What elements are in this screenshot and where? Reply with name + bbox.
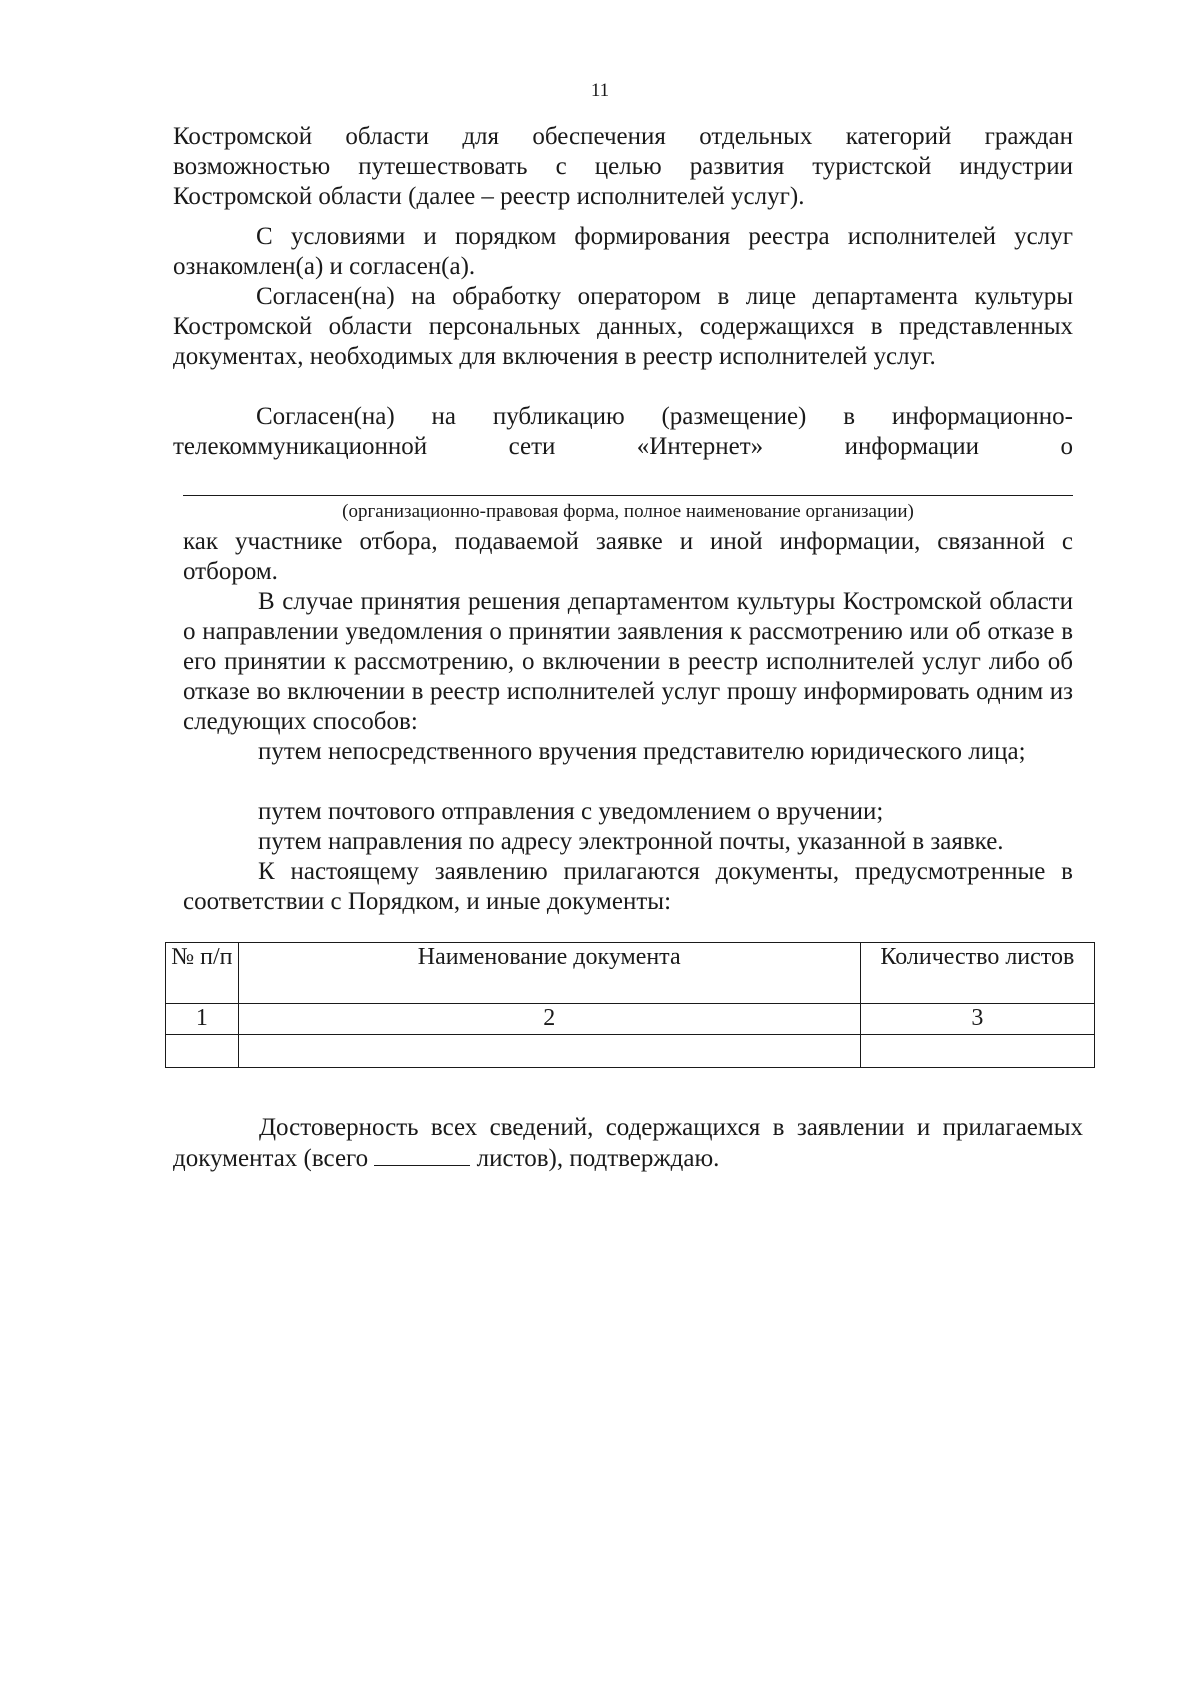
organization-name-blank[interactable] <box>183 495 1073 496</box>
table-header-row <box>166 943 1095 1004</box>
paragraph-certification <box>173 1113 1083 1174</box>
certification-text-end: листов), подтверждаю. <box>476 1145 720 1172</box>
header-number: № п/п <box>166 943 239 1004</box>
paragraph-personal-data-consent: Согласен(на) на обработку оператором в лице департамента культуры Костромской области персональных данных, содержащихся в представленных документах, необходимых для включения в реестр исполнителей услуг. <box>173 283 1073 370</box>
header-sheet-count: Количество листов <box>860 943 1094 1004</box>
paragraph-method-email: путем направления по адресу электронной почты, указанной в заявке. <box>258 828 1004 855</box>
table-row[interactable] <box>166 1035 1095 1068</box>
table-cell: 2 <box>238 1004 860 1035</box>
organization-name-caption: (организационно-правовая форма, полное наименование организации) <box>342 501 914 522</box>
table-row <box>166 1004 1095 1035</box>
paragraph-conditions-agreement: С условиями и порядком формирования реестра исполнителей услуг ознакомлен(а) и согласен(а). <box>173 223 1073 280</box>
table-cell[interactable] <box>860 1035 1094 1068</box>
total-sheets-blank[interactable] <box>374 1143 470 1166</box>
header-document-name: Наименование документа <box>238 943 860 1004</box>
paragraph-method-postal: путем почтового отправления с уведомлением о вручении; <box>258 798 884 825</box>
paragraph-participant-info: как участнике отбора, подаваемой заявке и иной информации, связанной с отбором. <box>183 528 1073 585</box>
paragraph-publication-consent: Согласен(на) на публикацию (размещение) в информационно-телекоммуникационной сети «Интернет» информации о <box>173 403 1073 460</box>
documents-table <box>165 942 1095 1068</box>
paragraph-method-direct-delivery: путем непосредственного вручения представителю юридического лица; <box>258 738 1026 765</box>
table-cell[interactable] <box>166 1035 239 1068</box>
table-cell: 3 <box>860 1004 1094 1035</box>
table-cell[interactable] <box>238 1035 860 1068</box>
paragraph-registry-definition: Костромской области для обеспечения отдельных категорий граждан возможностью путешествовать с целью развития туристской индустрии Костромской области (далее – реестр исполнителей услуг). <box>173 123 1073 210</box>
paragraph-attached-documents: К настоящему заявлению прилагаются документы, предусмотренные в соответствии с Порядком, и иные документы: <box>183 858 1073 915</box>
paragraph-notification-methods: В случае принятия решения департаментом культуры Костромской области о направлении уведомления о принятии заявления к рассмотрению или об отказе в его принятии к рассмотрению, о включении в реестр исполнителей услуг либо об отказе во включении в реестр исполнителей услуг прошу информировать одним из следующих способов: <box>183 588 1073 735</box>
page-number: 11 <box>590 80 610 101</box>
table-cell: 1 <box>166 1004 239 1035</box>
certification-text-start: Достоверность всех сведений, содержащихся в заявлении и прилагаемых документах (всего <box>173 1114 1083 1172</box>
